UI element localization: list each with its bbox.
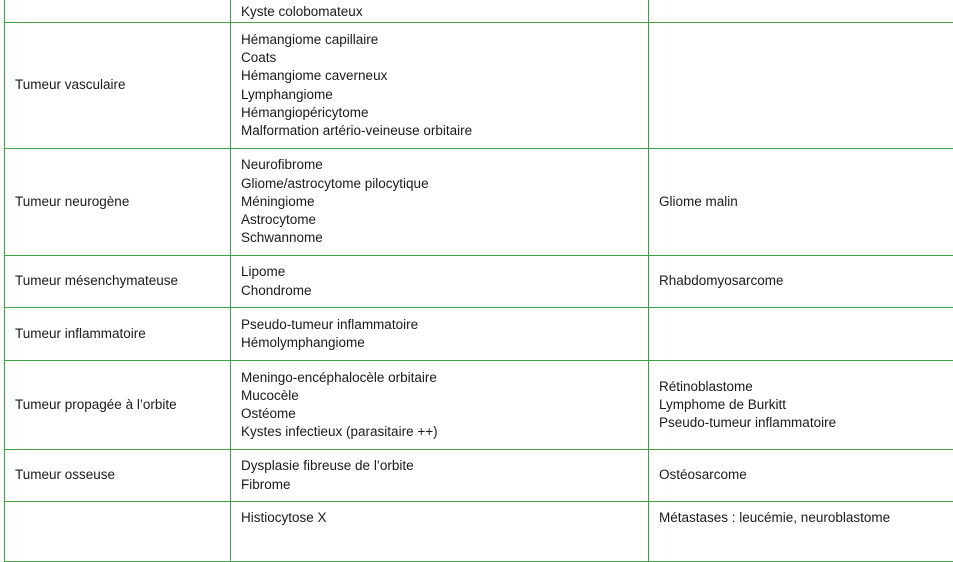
malignant-item: Gliome malin xyxy=(659,193,953,211)
category-cell xyxy=(5,361,231,450)
category-cell xyxy=(5,256,231,308)
benign-item: Fibrome xyxy=(241,476,638,494)
category-label: Tumeur vasculaire xyxy=(15,77,126,92)
benign-item: Ostéome xyxy=(241,405,638,423)
table-row xyxy=(5,149,953,256)
benign-item: Hémolymphangiome xyxy=(241,334,638,352)
benign-item: Astrocytome xyxy=(241,211,638,229)
benign-cell xyxy=(231,308,649,361)
benign-item: Méningiome xyxy=(241,193,638,211)
benign-cell xyxy=(231,23,649,149)
benign-cell xyxy=(231,450,649,502)
benign-item: Hémangiopéricytome xyxy=(241,104,638,122)
tumor-table xyxy=(4,0,953,562)
category-label: Tumeur propagée à l’orbite xyxy=(15,397,177,412)
category-cell xyxy=(5,502,231,562)
benign-item: Lipome xyxy=(241,263,638,281)
tumor-table-body xyxy=(5,0,953,562)
table-row xyxy=(5,0,953,23)
benign-item: Kystes infectieux (parasitaire ++) xyxy=(241,423,638,441)
benign-item: Lymphangiome xyxy=(241,86,638,104)
category-cell xyxy=(5,0,231,23)
malignant-item: Rétinoblastome xyxy=(659,378,953,396)
table-row xyxy=(5,502,953,562)
benign-cell xyxy=(231,256,649,308)
benign-item: Hémangiome capillaire xyxy=(241,31,638,49)
category-label: Tumeur mésenchymateuse xyxy=(15,273,178,288)
benign-item: Malformation artério-veineuse orbitaire xyxy=(241,122,638,140)
malignant-item: Ostéosarcome xyxy=(659,466,953,484)
malignant-cell xyxy=(649,450,953,502)
category-cell xyxy=(5,149,231,256)
benign-item: Coats xyxy=(241,49,638,67)
table-row xyxy=(5,308,953,361)
benign-item: Pseudo-tumeur inflammatoire xyxy=(241,316,638,334)
benign-item: Dysplasie fibreuse de l’orbite xyxy=(241,457,638,475)
benign-item: Chondrome xyxy=(241,282,638,300)
benign-item: Histiocytose X xyxy=(241,509,638,527)
category-label: Tumeur neurogène xyxy=(15,194,129,209)
malignant-cell xyxy=(649,23,953,149)
malignant-item: Métastases : leucémie, neuroblastome xyxy=(659,509,953,527)
malignant-item: Pseudo-tumeur inflammatoire xyxy=(659,414,953,432)
category-cell xyxy=(5,23,231,149)
malignant-cell xyxy=(649,502,953,562)
benign-item: Gliome/astrocytome pilocytique xyxy=(241,175,638,193)
category-cell xyxy=(5,450,231,502)
category-label: Tumeur osseuse xyxy=(15,467,115,482)
category-cell xyxy=(5,308,231,361)
benign-item: Meningo-encéphalocèle orbitaire xyxy=(241,369,638,387)
malignant-item: Rhabdomyosarcome xyxy=(659,272,953,290)
malignant-cell xyxy=(649,361,953,450)
table-row xyxy=(5,23,953,149)
benign-item: Hémangiome caverneux xyxy=(241,67,638,85)
benign-item: Schwannome xyxy=(241,229,638,247)
benign-cell xyxy=(231,149,649,256)
category-label: Tumeur inflammatoire xyxy=(15,326,146,341)
table-row xyxy=(5,450,953,502)
malignant-cell xyxy=(649,149,953,256)
benign-item: Mucocèle xyxy=(241,387,638,405)
benign-cell xyxy=(231,502,649,562)
table-row xyxy=(5,361,953,450)
malignant-item: Lymphome de Burkitt xyxy=(659,396,953,414)
benign-cell xyxy=(231,361,649,450)
malignant-cell xyxy=(649,308,953,361)
benign-cell xyxy=(231,0,649,23)
malignant-cell xyxy=(649,256,953,308)
benign-item: Kyste colobomateux xyxy=(241,2,638,22)
malignant-cell xyxy=(649,0,953,23)
benign-item: Neurofibrome xyxy=(241,156,638,174)
table-row xyxy=(5,256,953,308)
